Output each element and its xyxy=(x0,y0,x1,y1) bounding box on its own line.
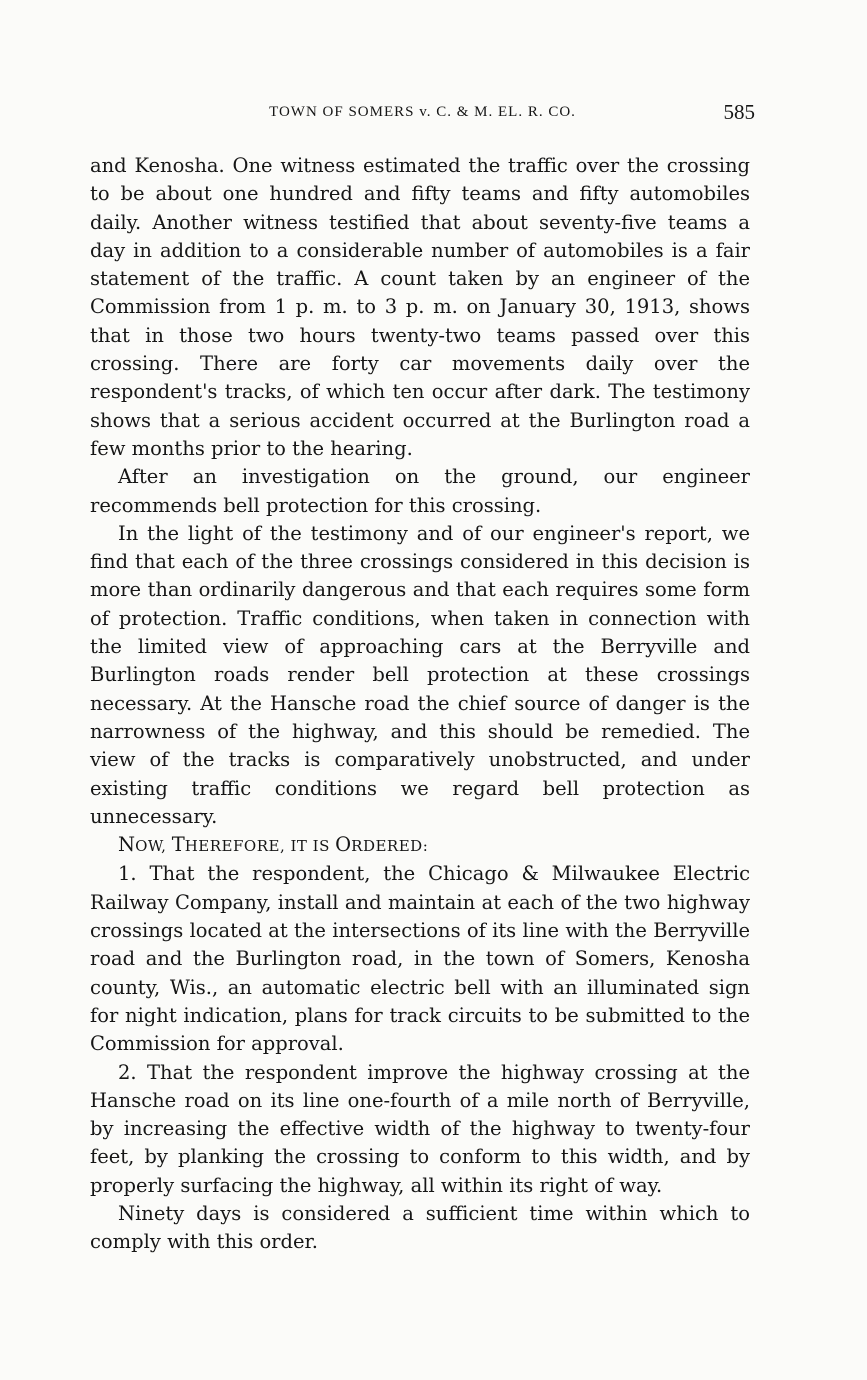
page-header xyxy=(90,100,755,128)
paragraph-engineer-recommendation: After an investigation on the ground, our engineer recommends bell protection for this crossing. xyxy=(90,465,750,517)
paragraph-findings: In the light of the testimony and of our engineer's report, we find that each of the three crossings considered in this decision is more than ordinarily dangerous and that each requires some form of protection. Traffic conditions, when taken in connection with the limited view of approaching cars at the Berryville and Burlington roads render bell protection at these crossings necessary. At the Hansche road the chief source of danger is the narrowness of the highway, and this should be remedied. The view of the tracks is comparatively unobstructed, and under existing traffic conditions we regard bell protection as unnecessary. xyxy=(90,521,750,828)
order-item-2: 2. That the respondent improve the highway crossing at the Hansche road on its line one-fourth of a mile north of Berryville, by increasing the effective width of the highway to twenty-four feet, by planking the crossing to conform to this width, and by properly surfacing the highway, all within its right of way. xyxy=(90,1060,750,1197)
order-item-1: 1. That the respondent, the Chicago & Milwaukee Electric Railway Company, install and maintain at each of the two highway crossings located at the intersections of its line with the Berryville road and the Burlington road, in the town of Somers, Kenosha county, Wis., an automatic electric bell with an illuminated sign for night indication, plans for track circuits to be submitted to the Commission for approval. xyxy=(90,862,750,1056)
paragraph-traffic-testimony: and Kenosha. One witness estimated the traffic over the crossing to be about one hundred and fifty teams and fifty automobiles daily. Another witness testified that about seventy-five teams a day in addition to a considerable number of automobiles is a fair statement of the traffic. A count taken by an engineer of the Commission from 1 p. m. to 3 p. m. on January 30, 1913, shows that in those two hours twenty-two teams passed over this crossing. There are forty car movements daily over the respondent's tracks, of which ten occur after dark. The testimony shows that a serious accident occurred at the Burlington road a few months prior to the hearing. xyxy=(90,154,750,460)
page-number: 585 xyxy=(723,100,755,124)
body-text xyxy=(90,152,750,1257)
order-heading: NOW, THEREFORE, IT IS ORDERED: xyxy=(118,833,429,857)
running-head: TOWN OF SOMERS v. C. & M. EL. R. CO. xyxy=(269,104,576,120)
paragraph-compliance-time: Ninety days is considered a sufficient time within which to comply with this order. xyxy=(90,1201,750,1254)
